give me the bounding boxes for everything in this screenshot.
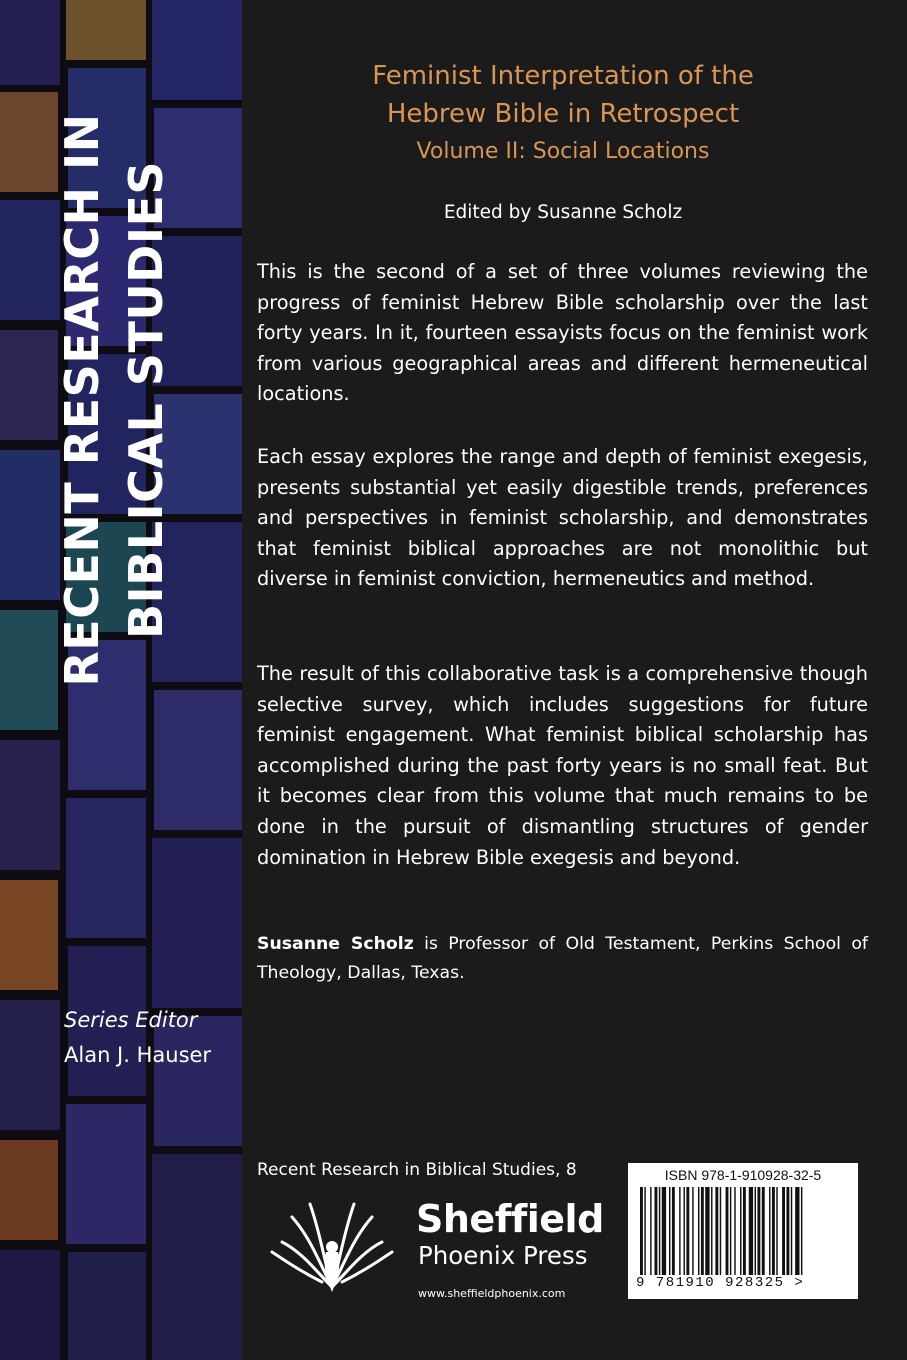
barcode-bars — [636, 1187, 850, 1275]
blurb-paragraph-1: This is the second of a set of three volumes reviewing the progress of feminist Hebrew Bible scholarship over the last forty years. In it, fourteen essayists focus on the feminist work from various geographical areas and different hermeneutical locations. — [257, 260, 868, 406]
barcode-digits: 9 781910 928325 > — [636, 1275, 805, 1291]
blurb-paragraph-3: The result of this collaborative task is a comprehensive though selective survey, which includes suggestions for future feminist engagement. What feminist biblical scholarship has accomplished during the past forty years is no small feat. But it becomes clear from this volume that much remains to be done in the pursuit of dismantling structures of gender domination in Hebrew Bible exegesis and beyond. — [257, 662, 868, 869]
series-title-line2: BIBLICAL STUDIES — [119, 160, 173, 640]
book-title-line2: Hebrew Bible in Retrospect — [386, 99, 740, 129]
publisher-name: Sheffield — [416, 1197, 604, 1241]
publisher-url: www.sheffieldphoenix.com — [418, 1287, 566, 1300]
series-editor-label: Series Editor — [64, 1008, 198, 1032]
series-editor-name: Alan J. Hauser — [64, 1043, 212, 1067]
author-name: Susanne Scholz — [257, 934, 414, 954]
book-title-line1: Feminist Interpretation of the — [372, 61, 754, 91]
series-title-vertical — [51, 60, 191, 740]
series-title-line1: RECENT RESEARCH IN — [55, 113, 109, 687]
stained-glass-artwork — [0, 0, 242, 1360]
volume-subtitle: Volume II: Social Locations — [416, 139, 710, 164]
editor-credit: Edited by Susanne Scholz — [443, 202, 683, 223]
blurb-paragraph-2: Each essay explores the range and depth of feminist exegesis, presents substantial yet easily digestible trends, preferences and perspectives in feminist scholarship, and demonstrates that feminist biblical approaches are not monolithic but diverse in feminist conviction, hermeneutics and method. — [257, 445, 868, 591]
author-bio-text: is Professor of Old Testament, Perkins School of Theology, Dallas, Texas. — [257, 934, 868, 983]
isbn-label: ISBN 978-1-910928-32-5 — [664, 1167, 822, 1183]
publisher-subname: Phoenix Press — [418, 1241, 588, 1270]
isbn-barcode — [628, 1163, 858, 1299]
author-bio — [257, 930, 868, 988]
phoenix-logo-icon — [262, 1192, 402, 1302]
series-number: Recent Research in Biblical Studies, 8 — [257, 1160, 577, 1180]
